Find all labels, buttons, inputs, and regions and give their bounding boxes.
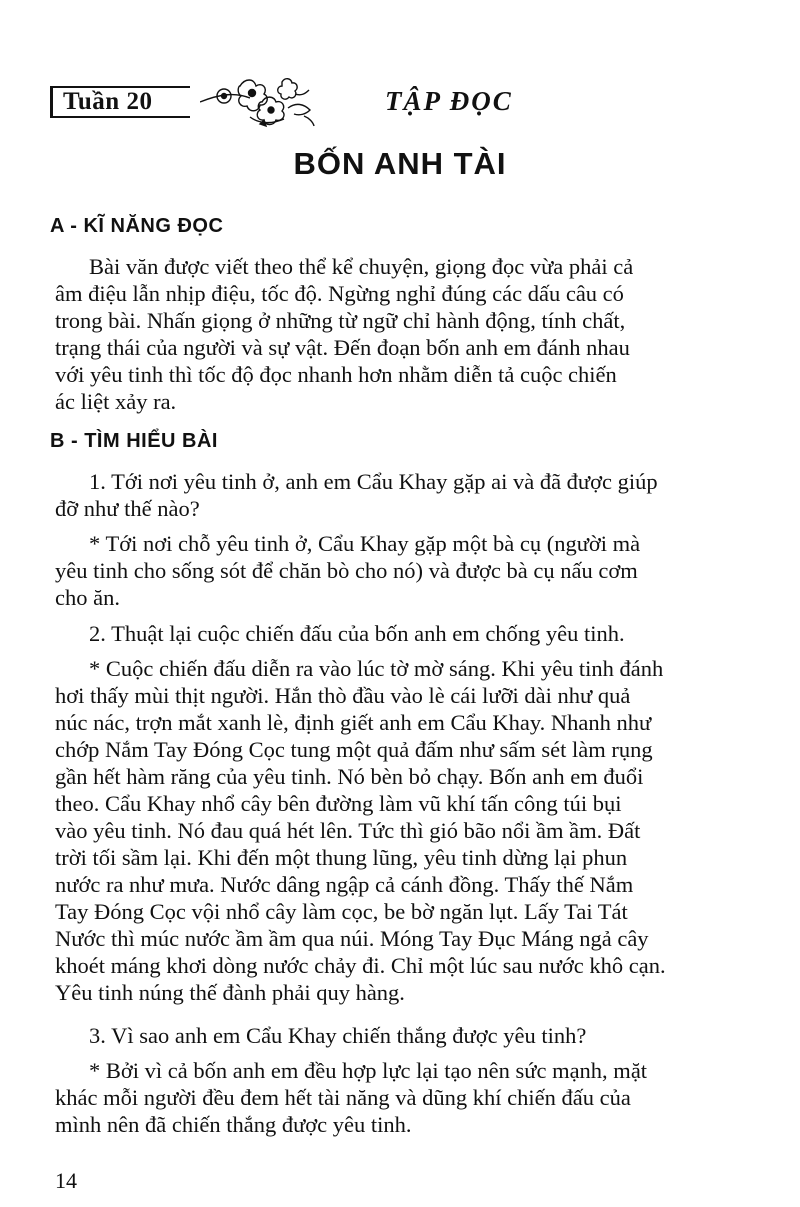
text-line: hơi thấy mùi thịt người. Hắn thò đầu vào lè cái lưỡi dài như quả [55,683,631,708]
page-title: BỐN ANH TÀI [293,146,507,181]
text-line: trạng thái của người và sự vật. Đến đoạn bốn anh em đánh nhau [55,335,630,360]
answer-1 [55,530,755,611]
week-box [50,86,190,118]
text-line: yêu tinh cho sống sót để chăn bò cho nó) và được bà cụ nấu cơm [55,558,638,583]
section-type: TẬP ĐỌC [385,86,513,116]
answer-3 [55,1057,755,1138]
section-a-paragraph [55,253,755,415]
text-line: gần hết hàm răng của yêu tinh. Nó bèn bỏ chạy. Bốn anh em đuổi [55,764,644,789]
section-a-heading: A - KĨ NĂNG ĐỌC [50,215,224,237]
text-line: theo. Cẩu Khay nhổ cây bên đường làm vũ khí tấn công túi bụi [55,791,622,816]
question-3 [55,1022,755,1049]
question-1 [55,468,755,522]
question-2 [55,620,755,647]
text-line: 1. Tới nơi yêu tinh ở, anh em Cẩu Khay gặp ai và đã được giúp [89,469,658,494]
answer-2 [55,655,755,1006]
text-line: đỡ như thế nào? [55,496,200,521]
text-line: trong bài. Nhấn giọng ở những từ ngữ chỉ hành động, tính chất, [55,308,626,333]
text-line: Tay Đóng Cọc vội nhổ cây làm cọc, be bờ ngăn lụt. Lấy Tai Tát [55,899,628,924]
text-line: khác mỗi người đều đem hết tài năng và dũng khí chiến đấu của [55,1085,631,1110]
text-line: mình nên đã chiến thắng được yêu tinh. [55,1112,412,1137]
flower-ornament-icon [200,72,330,132]
text-line: chớp Nắm Tay Đóng Cọc tung một quả đấm như sấm sét làm rụng [55,737,653,762]
text-line: * Cuộc chiến đấu diễn ra vào lúc tờ mờ sáng. Khi yêu tinh đánh [89,656,664,681]
text-line: trời tối sầm lại. Khi đến một thung lũng, yêu tinh dừng lại phun [55,845,628,870]
text-line: khoét máng khơi dòng nước chảy đi. Chỉ một lúc sau nước khô cạn. [55,953,666,978]
text-line: * Bởi vì cả bốn anh em đều hợp lực lại tạo nên sức mạnh, mặt [89,1058,648,1083]
text-line: cho ăn. [55,585,120,610]
text-line: 2. Thuật lại cuộc chiến đấu của bốn anh em chống yêu tinh. [89,621,625,646]
text-line: nước ra như mưa. Nước dâng ngập cả cánh đồng. Thấy thế Nắm [55,872,634,897]
text-line: với yêu tinh thì tốc độ đọc nhanh hơn nhằm diễn tả cuộc chiến [55,362,617,387]
text-line: Nước thì múc nước ầm ầm qua núi. Móng Tay Đục Máng ngả cây [55,926,649,951]
text-line: âm điệu lẫn nhịp điệu, tốc độ. Ngừng nghỉ đúng các dấu câu có [55,281,624,306]
text-line: * Tới nơi chỗ yêu tinh ở, Cẩu Khay gặp một bà cụ (người mà [89,531,641,556]
page-number: 14 [55,1168,77,1193]
week-label: Tuần 20 [63,88,153,115]
text-line: núc nác, trợn mắt xanh lè, định giết anh em Cẩu Khay. Nhanh như [55,710,652,735]
text-line: Bài văn được viết theo thể kể chuyện, giọng đọc vừa phải cả [89,254,634,279]
text-line: vào yêu tinh. Nó đau quá hét lên. Tức thì gió bão nổi ầm ầm. Đất [55,818,641,843]
text-line: ác liệt xảy ra. [55,389,177,414]
section-b-heading: B - TÌM HIỂU BÀI [50,430,218,452]
text-line: 3. Vì sao anh em Cẩu Khay chiến thắng được yêu tinh? [89,1023,587,1048]
lesson-header [50,72,750,132]
text-line: Yêu tinh núng thế đành phải quy hàng. [55,980,405,1005]
